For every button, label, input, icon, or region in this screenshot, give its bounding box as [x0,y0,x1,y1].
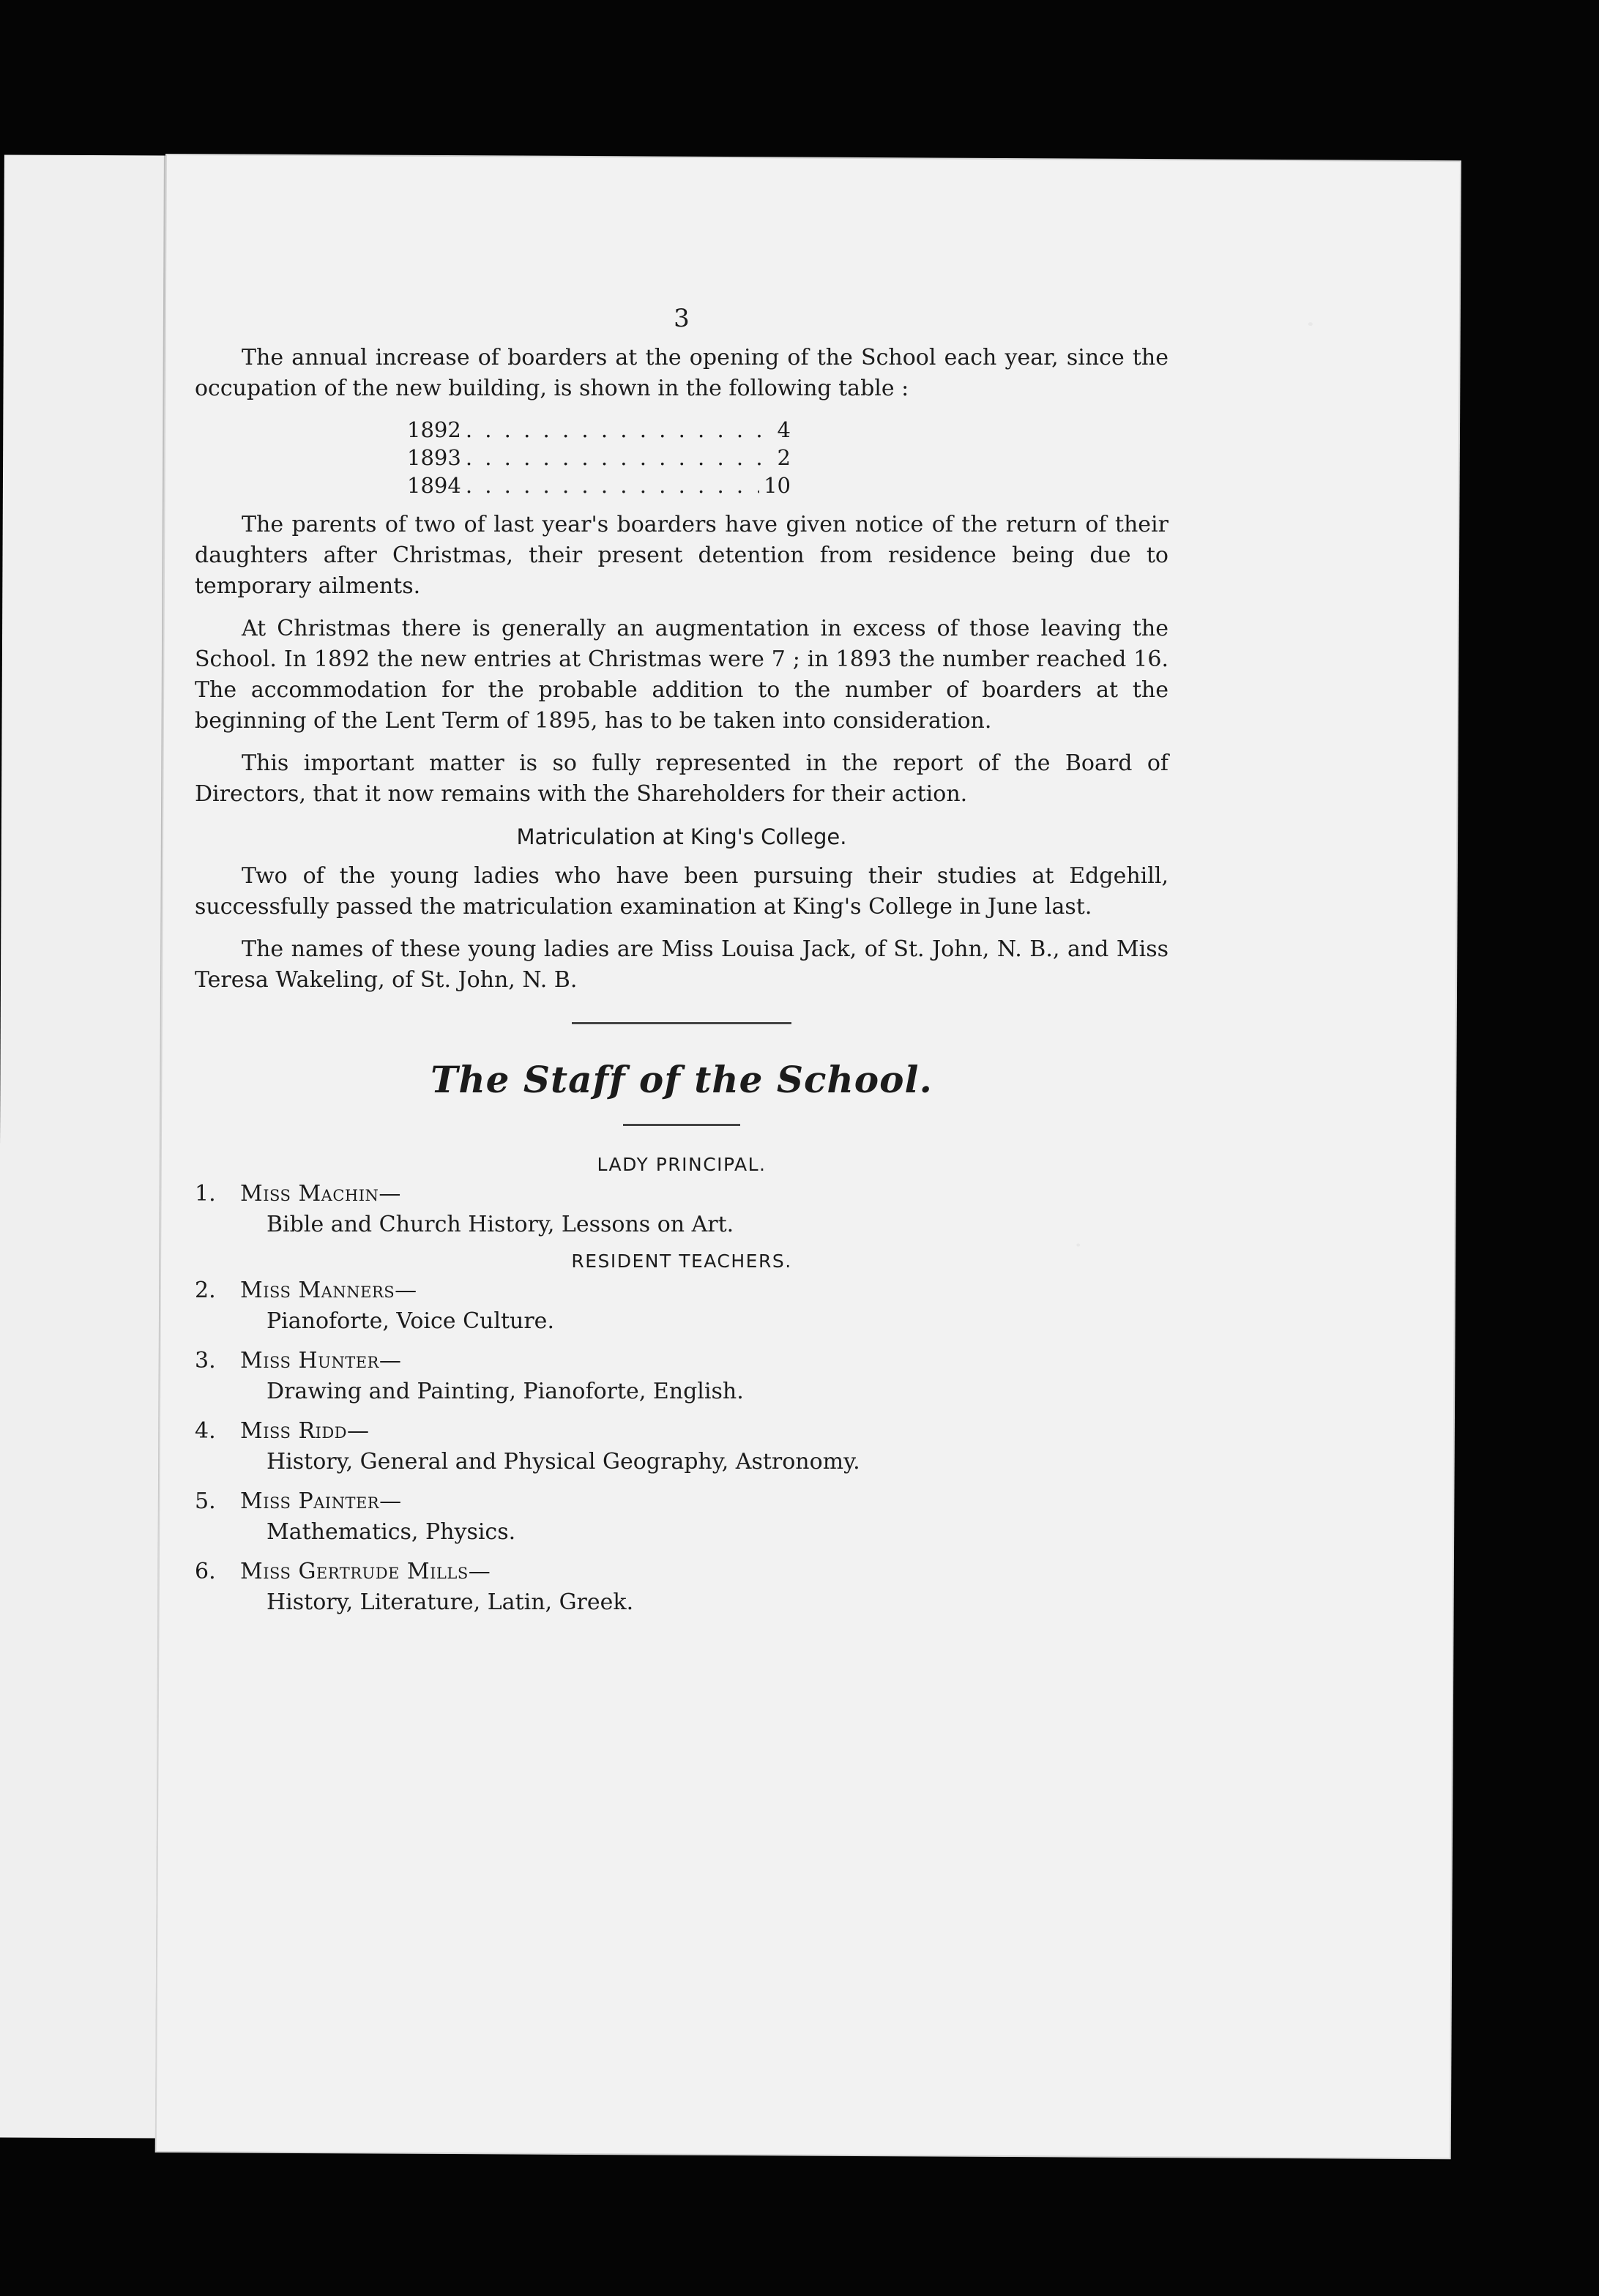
staff-subjects: History, Literature, Latin, Greek. [266,1589,634,1615]
staff-number: 3. [195,1348,216,1374]
staff-subjects: History, General and Physical Geography, Astronomy. [266,1449,860,1475]
staff-name: Miss Painter— [240,1488,402,1514]
staff-name: Miss Ridd— [240,1418,370,1444]
table-year: 1893 [407,445,461,470]
paragraph-matriculation: Two of the young ladies who have been pursuing their studies at Edgehill, successfully passed the matriculation examination at King's College in June last. [195,863,1168,920]
staff-subjects: Bible and Church History, Lessons on Art. [266,1212,734,1237]
staff-name: Miss Gertrude Mills— [240,1559,491,1584]
table-value: 4 [777,417,791,442]
staff-subjects: Drawing and Painting, Pianoforte, English. [266,1379,744,1404]
leader-dots [466,471,759,499]
boarders-increase-table [195,416,1168,499]
page-content [195,303,1168,1627]
staff-entry [195,1275,1168,1337]
staff-name: Miss Manners— [240,1278,417,1303]
paragraph-important-matter: This important matter is so fully represented in the report of the Board of Directors, that it now remains with the Shareholders for their action. [195,750,1168,807]
table-row [407,471,791,499]
leader-dots [466,416,764,444]
staff-name: Miss Machin— [240,1181,401,1207]
staff-entry [195,1486,1168,1548]
staff-number: 5. [195,1488,216,1514]
lady-principal-label: LADY PRINCIPAL. [597,1154,767,1175]
staff-number: 1. [195,1181,216,1207]
staff-number: 6. [195,1559,216,1584]
matriculation-heading: Matriculation at King's College. [516,824,847,849]
staff-entry [195,1557,1168,1618]
staff-entry [195,1346,1168,1407]
table-row [407,444,791,471]
divider [572,1022,791,1024]
leader-dots [466,444,764,471]
staff-heading: The Staff of the School. [430,1058,933,1101]
previous-page-edge [0,155,168,2139]
table-year: 1892 [407,417,461,442]
staff-name: Miss Hunter— [240,1348,402,1374]
intro-paragraph: The annual increase of boarders at the opening of the School each year, since the occupation of the new building, is shown in the following table : [195,345,1168,401]
staff-number: 4. [195,1418,216,1444]
table-value: 10 [764,473,791,498]
page-number: 3 [674,304,690,333]
table-row [407,416,791,444]
staff-entry [195,1179,1168,1240]
paragraph-names: The names of these young ladies are Miss Louisa Jack, of St. John, N. B., and Miss Teresa Wakeling, of St. John, N. B. [195,936,1168,993]
staff-entry [195,1416,1168,1477]
paragraph-christmas: At Christmas there is generally an augmentation in excess of those leaving the School. In 1892 the new entries at Christmas were 7 ; in 1893 the number reached 16. The accommodation for the probable addition to the number of boarders at the beginning of the Lent Term of 1895, has to be taken into consideration. [195,616,1168,734]
staff-number: 2. [195,1278,216,1303]
paragraph-parents: The parents of two of last year's boarders have given notice of the return of their daughters after Christmas, their present detention from residence being due to temporary ailments. [195,512,1168,599]
table-value: 2 [777,445,791,470]
table-year: 1894 [407,473,461,498]
staff-subjects: Mathematics, Physics. [266,1519,516,1545]
staff-subjects: Pianoforte, Voice Culture. [266,1308,554,1334]
divider [623,1124,740,1126]
resident-teachers-label: RESIDENT TEACHERS. [571,1250,792,1272]
